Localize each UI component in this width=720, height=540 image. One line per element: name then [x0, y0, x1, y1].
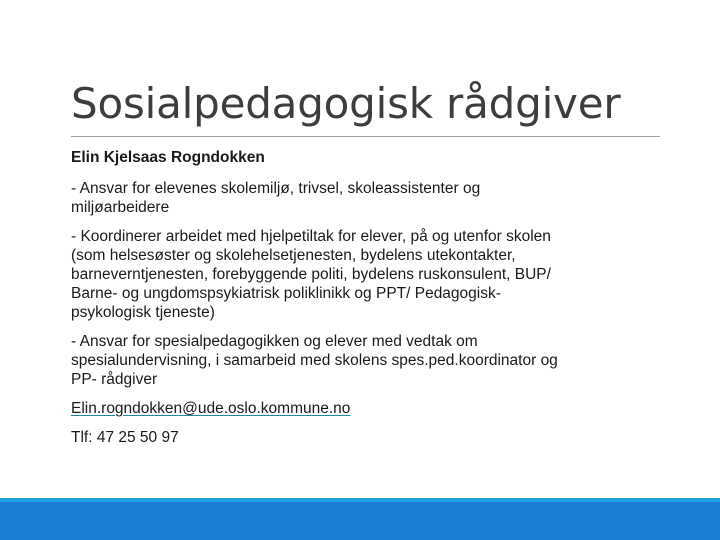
contact-name: Elin Kjelsaas Rogndokken [71, 149, 265, 166]
responsibility-paragraph-1 [71, 179, 671, 217]
paragraph-line: spesialundervisning, i samarbeid med skolens spes.ped.koordinator og [71, 352, 558, 369]
paragraph-line: - Ansvar for spesialpedagogikken og elever med vedtak om [71, 333, 478, 350]
email-paragraph [71, 399, 671, 418]
bottom-accent-bar [0, 498, 720, 540]
title-divider [71, 136, 660, 137]
slide-title: Sosialpedagogisk rådgiver [71, 79, 621, 128]
email-link[interactable]: Elin.rogndokken@ude.oslo.kommune.no [71, 400, 351, 417]
paragraph-line: psykologisk tjeneste) [71, 304, 215, 321]
paragraph-line: miljøarbeidere [71, 199, 170, 216]
paragraph-line: barneverntjenesten, forebyggende politi, bydelens ruskonsulent, BUP/ [71, 266, 551, 283]
slide-content [71, 148, 671, 457]
paragraph-line: - Ansvar for elevenes skolemiljø, trivsel, skoleassistenter og [71, 180, 481, 197]
paragraph-line: (som helsesøster og skolehelsetjenesten, bydelens utekontakter, [71, 247, 516, 264]
paragraph-line: Barne- og ungdomspsykiatrisk poliklinikk og PPT/ Pedagogisk- [71, 285, 501, 302]
paragraph-line: - Koordinerer arbeidet med hjelpetiltak for elever, på og utenfor skolen [71, 228, 551, 245]
bottom-accent-stripe [0, 498, 720, 502]
responsibility-paragraph-3 [71, 332, 671, 389]
paragraph-line: PP- rådgiver [71, 371, 158, 388]
responsibility-paragraph-2 [71, 227, 671, 322]
phone-number: Tlf: 47 25 50 97 [71, 429, 179, 446]
